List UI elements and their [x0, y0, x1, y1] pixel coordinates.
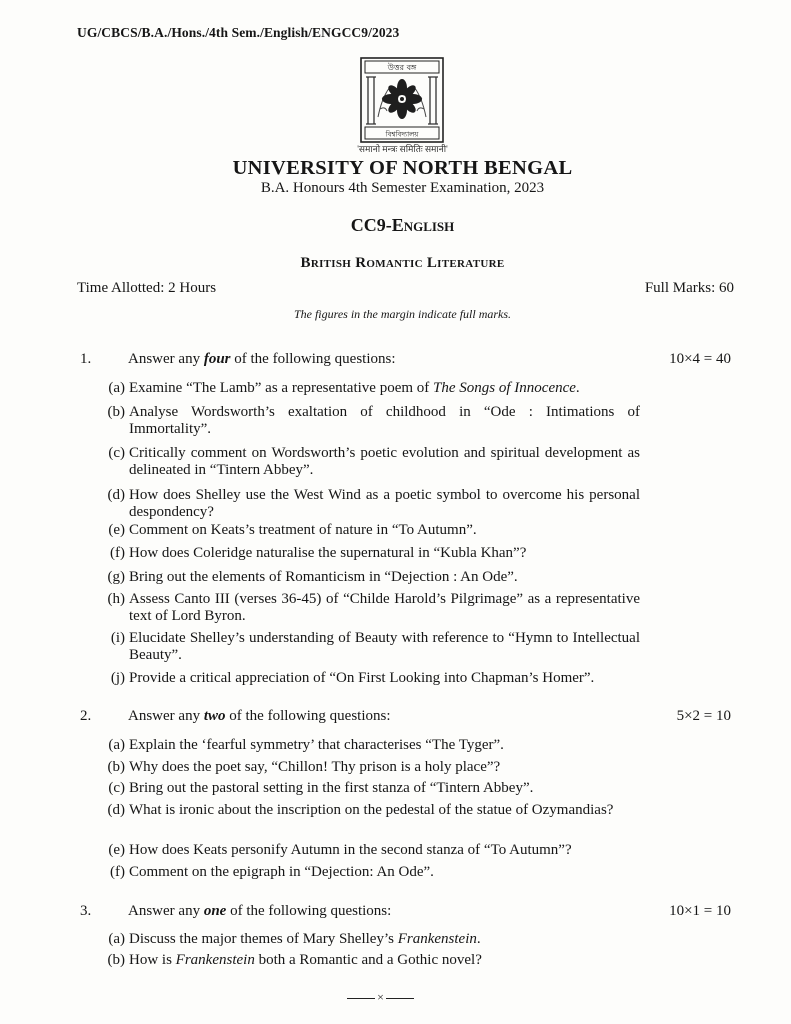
university-emblem — [360, 57, 444, 143]
question-marks: 5×2 = 10 — [676, 708, 731, 724]
subquestion-text — [129, 842, 640, 859]
emblem-top-text: উত্তর বঙ্গ — [387, 63, 417, 72]
question-text: Explain the ‘fearful symmetry’ that characterises “The Tyger”. — [129, 737, 504, 753]
subquestion-text — [129, 670, 640, 687]
question-number: 1. — [80, 351, 92, 367]
question-text: What is ironic about the inscription on the pedestal of the statue of Ozymandias? — [129, 802, 614, 818]
question-text: Elucidate Shelley’s understanding of Beauty with reference to “Hymn to Intellectual Beauty”. — [129, 630, 640, 663]
subquestion-label: (a) — [108, 380, 125, 396]
subquestion-label: (a) — [108, 737, 125, 753]
subquestion-text — [129, 780, 640, 797]
question-text: Comment on Keats’s treatment of nature in “To Autumn”. — [129, 522, 477, 538]
subquestion — [97, 545, 640, 562]
emblem-bottom-text: বিশ্ববিদ্যালয় — [385, 130, 419, 139]
subquestion-text — [129, 952, 640, 969]
subquestion-text — [129, 487, 640, 521]
subquestion-label: (i) — [110, 630, 125, 646]
subquestion-label: (c) — [108, 780, 125, 796]
subquestion — [97, 802, 640, 819]
subquestion-text — [129, 380, 640, 397]
work-title: Frankenstein — [175, 952, 255, 968]
subquestion-label: (h) — [107, 591, 125, 607]
subquestion-label: (f) — [110, 545, 125, 561]
subject-title: British Romantic Literature — [300, 255, 505, 271]
question-number: 2. — [80, 708, 92, 724]
subquestion-label: (b) — [107, 759, 125, 775]
end-of-paper-mark: × — [343, 990, 418, 1005]
subquestion — [97, 569, 640, 586]
subquestion — [97, 380, 640, 397]
subquestion — [97, 737, 640, 754]
question-text: Why does the poet say, “Chillon! Thy prison is a holy place”? — [129, 759, 501, 775]
subquestion — [97, 842, 640, 859]
subquestion — [97, 487, 640, 521]
subquestion-text — [129, 864, 640, 881]
subquestion-text — [129, 591, 640, 625]
subquestion-label: (e) — [108, 522, 125, 538]
question-text: Provide a critical appreciation of “On First Looking into Chapman’s Homer”. — [129, 670, 595, 686]
work-title: The Songs of Innocence — [433, 380, 576, 396]
subquestion-text — [129, 802, 640, 819]
subquestion-text — [129, 931, 640, 948]
work-title: Frankenstein — [397, 931, 477, 947]
subquestion-text — [129, 404, 640, 438]
question-text: Critically comment on Wordsworth’s poetic evolution and spiritual development as delineated in “Tintern Abbey”. — [129, 445, 640, 478]
question-text: Examine “The Lamb” as a representative poem of — [129, 380, 434, 396]
full-marks: Full Marks: 60 — [644, 280, 734, 296]
subquestion — [97, 780, 640, 797]
paper-code: UG/CBCS/B.A./Hons./4th Sem./English/ENGCC9/2023 — [77, 25, 400, 40]
question-text: . — [476, 931, 481, 947]
question-text: How does Keats personify Autumn in the second stanza of “To Autumn”? — [129, 842, 572, 858]
subquestion-label: (c) — [108, 445, 125, 461]
subquestion — [97, 522, 640, 539]
subquestion-label: (d) — [107, 487, 125, 503]
subquestion-label: (b) — [107, 952, 125, 968]
subquestion-text — [129, 545, 640, 562]
question-marks: 10×4 = 40 — [669, 351, 731, 367]
exam-title: B.A. Honours 4th Semester Examination, 2023 — [260, 180, 545, 196]
subquestion — [97, 404, 640, 438]
subquestion — [97, 630, 640, 664]
subquestion-label: (a) — [108, 931, 125, 947]
margin-note: The figures in the margin indicate full marks. — [293, 307, 512, 321]
university-name: UNIVERSITY OF NORTH BENGAL — [232, 157, 573, 179]
question-text: Discuss the major themes of Mary Shelley’s — [129, 931, 398, 947]
question-text: How does Shelley use the West Wind as a poetic symbol to overcome his personal despondency? — [129, 487, 640, 520]
subquestion-text — [129, 759, 640, 776]
question-text: How does Coleridge naturalise the supernatural in “Kubla Khan”? — [129, 545, 527, 561]
subquestion-label: (f) — [110, 864, 125, 880]
subquestion — [97, 591, 640, 625]
subquestion — [97, 670, 640, 687]
subquestion-text — [129, 569, 640, 586]
motto: 'समानो मन्त्रः समितिः समानी' — [357, 144, 448, 154]
subquestion-text — [129, 630, 640, 664]
question-instruction: Answer any four of the following questions: — [128, 351, 396, 367]
question-text: Bring out the elements of Romanticism in “Dejection : An Ode”. — [129, 569, 518, 585]
question-text: Comment on the epigraph in “Dejection: An Ode”. — [129, 864, 434, 880]
question-marks: 10×1 = 10 — [669, 903, 731, 919]
subquestion — [97, 864, 640, 881]
subquestion — [97, 931, 640, 948]
subquestion-label: (b) — [107, 404, 125, 420]
subquestion — [97, 952, 640, 969]
question-instruction: Answer any one of the following questions: — [128, 903, 392, 919]
question-instruction: Answer any two of the following questions: — [128, 708, 391, 724]
subquestion — [97, 759, 640, 776]
question-number: 3. — [80, 903, 92, 919]
question-text: . — [575, 380, 580, 396]
question-text: Analyse Wordsworth’s exaltation of childhood in “Ode : Intimations of Immortality”. — [129, 404, 640, 437]
time-allotted: Time Allotted: 2 Hours — [77, 280, 217, 296]
question-text: both a Romantic and a Gothic novel? — [254, 952, 482, 968]
subquestion-label: (e) — [108, 842, 125, 858]
subquestion-text — [129, 522, 640, 539]
question-text: Assess Canto III (verses 36-45) of “Childe Harold’s Pilgrimage” as a representative text of Lord Byron. — [129, 591, 640, 624]
subquestion-text — [129, 737, 640, 754]
paper-title: CC9-English — [350, 215, 455, 235]
subquestion-text — [129, 445, 640, 479]
subquestion — [97, 445, 640, 479]
question-text: Bring out the pastoral setting in the first stanza of “Tintern Abbey”. — [129, 780, 534, 796]
question-text: How is — [129, 952, 176, 968]
subquestion-label: (j) — [110, 670, 125, 686]
subquestion-label: (d) — [107, 802, 125, 818]
subquestion-label: (g) — [107, 569, 125, 585]
